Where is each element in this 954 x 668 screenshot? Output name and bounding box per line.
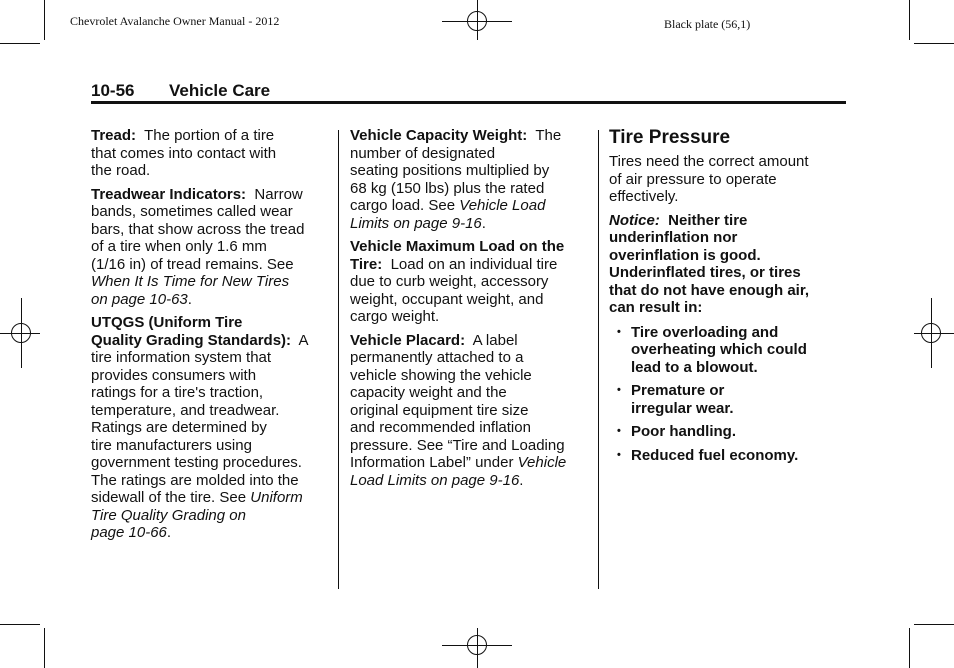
bullet-text-line: irregular wear. [631,399,734,417]
bullet-text-line: Poor handling. [631,423,736,440]
crop-mark-bottom-right-h [914,624,954,625]
utqgs-text-line: tire manufacturers using [91,436,252,454]
tire-pressure-intro [609,153,834,206]
notice-line: Neither tire [659,211,748,229]
tread-text-line: that comes into contact with [91,144,277,162]
section-title: Vehicle Care [169,81,271,100]
notice-label: Notice: [609,211,660,229]
capacity-reference-page[interactable]: Limits on page 9-16 [350,214,482,232]
utqgs-text-line: government testing procedures. [91,454,302,471]
bullet-text-line: overheating which could [631,341,807,358]
max-load-term: Tire: [350,255,383,273]
column-divider-1 [338,130,339,589]
treadwear-text-line: bands, sometimes called wear [91,203,293,220]
capacity-text-line: seating positions multiplied by [350,162,550,179]
bullet-text-line: Premature or [631,382,725,399]
tire-pressure-heading: Tire Pressure [609,127,731,148]
intro-line: of air pressure to operate [609,170,777,188]
tread-text-line: The portion of a tire [136,127,275,144]
utqgs-definition [91,314,331,542]
max-load-definition [350,238,590,326]
intro-line: Tires need the correct amount [609,153,809,170]
column-2 [350,127,590,495]
page-number: 10-56 [91,81,135,100]
max-load-text-line: cargo weight. [350,308,440,325]
crop-mark-top-left-h [0,43,40,44]
max-load-text-line: due to curb weight, accessory [350,273,549,290]
crop-mark-top-right-v [909,0,910,40]
crop-mark-bottom-left-h [0,624,40,625]
utqgs-text-line: temperature, and treadwear. [91,401,280,419]
crop-mark-top-right-h [914,43,954,44]
utqgs-term: UTQGS (Uniform Tire [91,314,243,331]
crop-mark-bottom-right-v [909,628,910,668]
column-divider-2 [598,130,599,589]
notice-line: underinflation nor [609,229,738,246]
treadwear-end: . [187,290,192,308]
capacity-text-line: 68 kg (150 lbs) plus the rated [350,179,545,197]
column-1 [91,127,331,548]
placard-reference-page[interactable]: Load Limits on page 9-16 [350,471,520,489]
utqgs-text-line: A [291,331,309,349]
capacity-text-line: number of designated [350,144,496,162]
notice-block [609,212,834,317]
placard-text-line: vehicle showing the vehicle [350,366,532,384]
utqgs-text-line: ratings for a tire's traction, [91,384,264,401]
treadwear-text-line: of a tire when only 1.6 mm [91,238,267,255]
bullet-icon: • [617,384,621,396]
placard-text-line: A label [465,331,518,349]
bullet-text-line: lead to a blowout. [631,358,758,376]
crop-mark-top-left-v [44,0,45,40]
treadwear-term: Treadwear Indicators: [91,185,247,203]
tread-definition [91,127,331,180]
bullet-icon: • [617,425,621,437]
capacity-text-line: cargo load. See [350,197,460,214]
registration-mark-left-circle [11,323,31,343]
max-load-text-line: Load on an individual tire [382,255,558,273]
column-3 [609,127,834,470]
notice-line: that do not have enough air, [609,281,810,299]
bullet-text-line: Reduced fuel economy. [631,446,799,464]
treadwear-text-line: Narrow [246,185,303,203]
tread-text-line: the road. [91,162,151,179]
utqgs-text-line: The ratings are molded into the [91,471,299,489]
placard-text-line: pressure. See “Tire and Loading [350,436,565,454]
utqgs-text-line: sidewall of the tire. See [91,489,251,506]
bullet-text-line: Tire overloading and [631,323,779,341]
utqgs-text-line: Ratings are determined by [91,419,267,436]
placard-text-line: and recommended inflation [350,419,531,436]
bullet-item [609,423,834,441]
notice-line: Underinflated tires, or tires [609,264,801,281]
treadwear-reference-link[interactable]: When It Is Time for New Tires [91,273,290,290]
capacity-reference-link[interactable]: Vehicle Load [459,197,546,214]
notice-line: can result in: [609,299,703,316]
utqgs-reference-page[interactable]: page 10-66 [91,524,167,541]
plate-label: Black plate (56,1) [664,17,751,31]
registration-mark-right-circle [921,323,941,343]
placard-end: . [519,471,524,489]
treadwear-text-line: bars, that show across the tread [91,220,305,238]
notice-line: overinflation is good. [609,246,761,264]
bullet-item [609,324,834,377]
utqgs-text-line: tire information system that [91,349,272,366]
manual-title: Chevrolet Avalanche Owner Manual - 2012 [70,14,280,28]
treadwear-text-line: (1/16 in) of tread remains. See [91,255,294,273]
registration-mark-bottom-circle [467,635,487,655]
utqgs-end: . [166,524,172,541]
bullet-item [609,382,834,417]
placard-term: Vehicle Placard: [350,331,466,349]
intro-line: effectively. [609,188,679,205]
capacity-weight-definition [350,127,590,232]
utqgs-term: Quality Grading Standards): [91,331,292,349]
utqgs-reference-link[interactable]: Tire Quality Grading on [91,506,246,524]
tread-term: Tread: [91,127,137,144]
registration-mark-top-circle [467,11,487,31]
placard-text-line: capacity weight and the [350,384,507,401]
max-load-term: Vehicle Maximum Load on the [350,238,565,255]
placard-text-line: Information Label” under [350,454,518,471]
page-heading [91,81,270,101]
capacity-end: . [481,214,486,232]
max-load-text-line: weight, occupant weight, and [350,290,544,308]
placard-text-line: permanently attached to a [350,349,524,366]
placard-text-line: original equipment tire size [350,401,529,419]
bullet-item [609,447,834,465]
placard-reference-link[interactable]: Vehicle [517,454,567,471]
bullet-icon: • [617,448,621,461]
treadwear-reference-page[interactable]: on page 10-63 [91,290,188,308]
heading-rule [91,101,846,104]
crop-mark-bottom-left-v [44,628,45,668]
bullet-icon: • [617,325,621,338]
utqgs-reference-link[interactable]: Uniform [250,489,303,506]
capacity-weight-term: Vehicle Capacity Weight: [350,127,528,144]
capacity-text-line: The [527,127,562,144]
treadwear-definition [91,186,331,309]
placard-definition [350,332,590,490]
utqgs-text-line: provides consumers with [91,366,257,384]
